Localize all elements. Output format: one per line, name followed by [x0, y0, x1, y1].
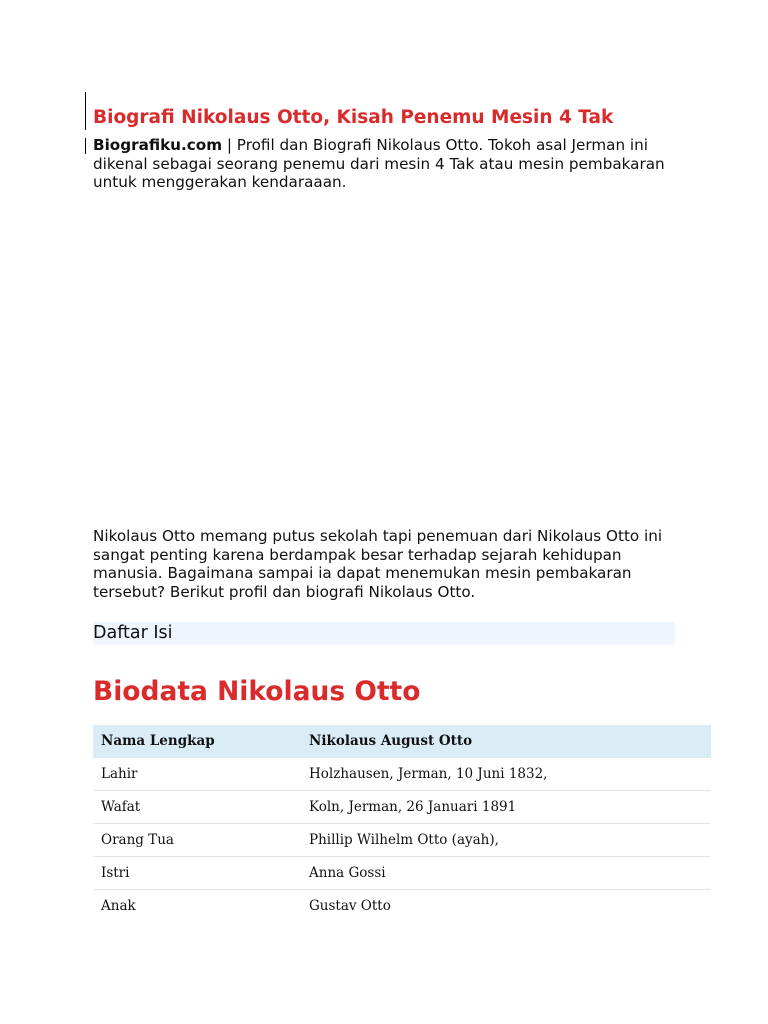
row-value: Holzhausen, Jerman, 10 Juni 1832,: [301, 758, 711, 791]
biodata-table: [93, 725, 711, 922]
header-cell: Nama Lengkap: [93, 725, 301, 758]
body-paragraph: Nikolaus Otto memang putus sekolah tapi penemuan dari Nikolaus Otto ini sangat penting karena berdampak besar terhadap sejarah kehidupan manusia. Bagaimana sampai ia dapat menemukan mesin pembakaran tersebut? Berikut profil dan biografi Nikolaus Otto.: [93, 527, 663, 601]
table-row: [93, 791, 711, 824]
header-cell: Nikolaus August Otto: [301, 725, 711, 758]
row-label: Orang Tua: [93, 824, 301, 857]
row-value: Anna Gossi: [301, 857, 711, 890]
row-label: Istri: [93, 857, 301, 890]
row-value: Phillip Wilhelm Otto (ayah),: [301, 824, 711, 857]
row-value: Gustav Otto: [309, 898, 391, 914]
section-title: Biodata Nikolaus Otto: [93, 676, 421, 707]
article-title: Biografi Nikolaus Otto, Kisah Penemu Mesin 4 Tak: [93, 107, 614, 128]
table-row: [93, 758, 711, 791]
row-label: Wafat: [93, 791, 301, 824]
table-row: [93, 824, 711, 857]
table-of-contents-toggle[interactable]: [93, 622, 675, 645]
row-label: Lahir: [93, 758, 301, 791]
table-row: [93, 890, 711, 923]
text-cursor-bar: [85, 138, 86, 154]
intro-text: | Profil dan Biografi Nikolaus Otto. Tokoh asal Jerman ini dikenal sebagai seorang penemu dari mesin 4 Tak atau mesin pembakaran untuk menggerakan kendaraaan.: [93, 136, 665, 191]
intro-paragraph: [93, 136, 693, 192]
text-cursor-bar: [85, 92, 86, 130]
table-header-row: [93, 725, 711, 758]
toc-label: Daftar Isi: [93, 623, 173, 643]
row-value: Koln, Jerman, 26 Januari 1891: [301, 791, 711, 824]
table-row: [93, 857, 711, 890]
row-label: Anak: [101, 898, 136, 914]
site-name[interactable]: Biografiku.com: [93, 136, 223, 154]
